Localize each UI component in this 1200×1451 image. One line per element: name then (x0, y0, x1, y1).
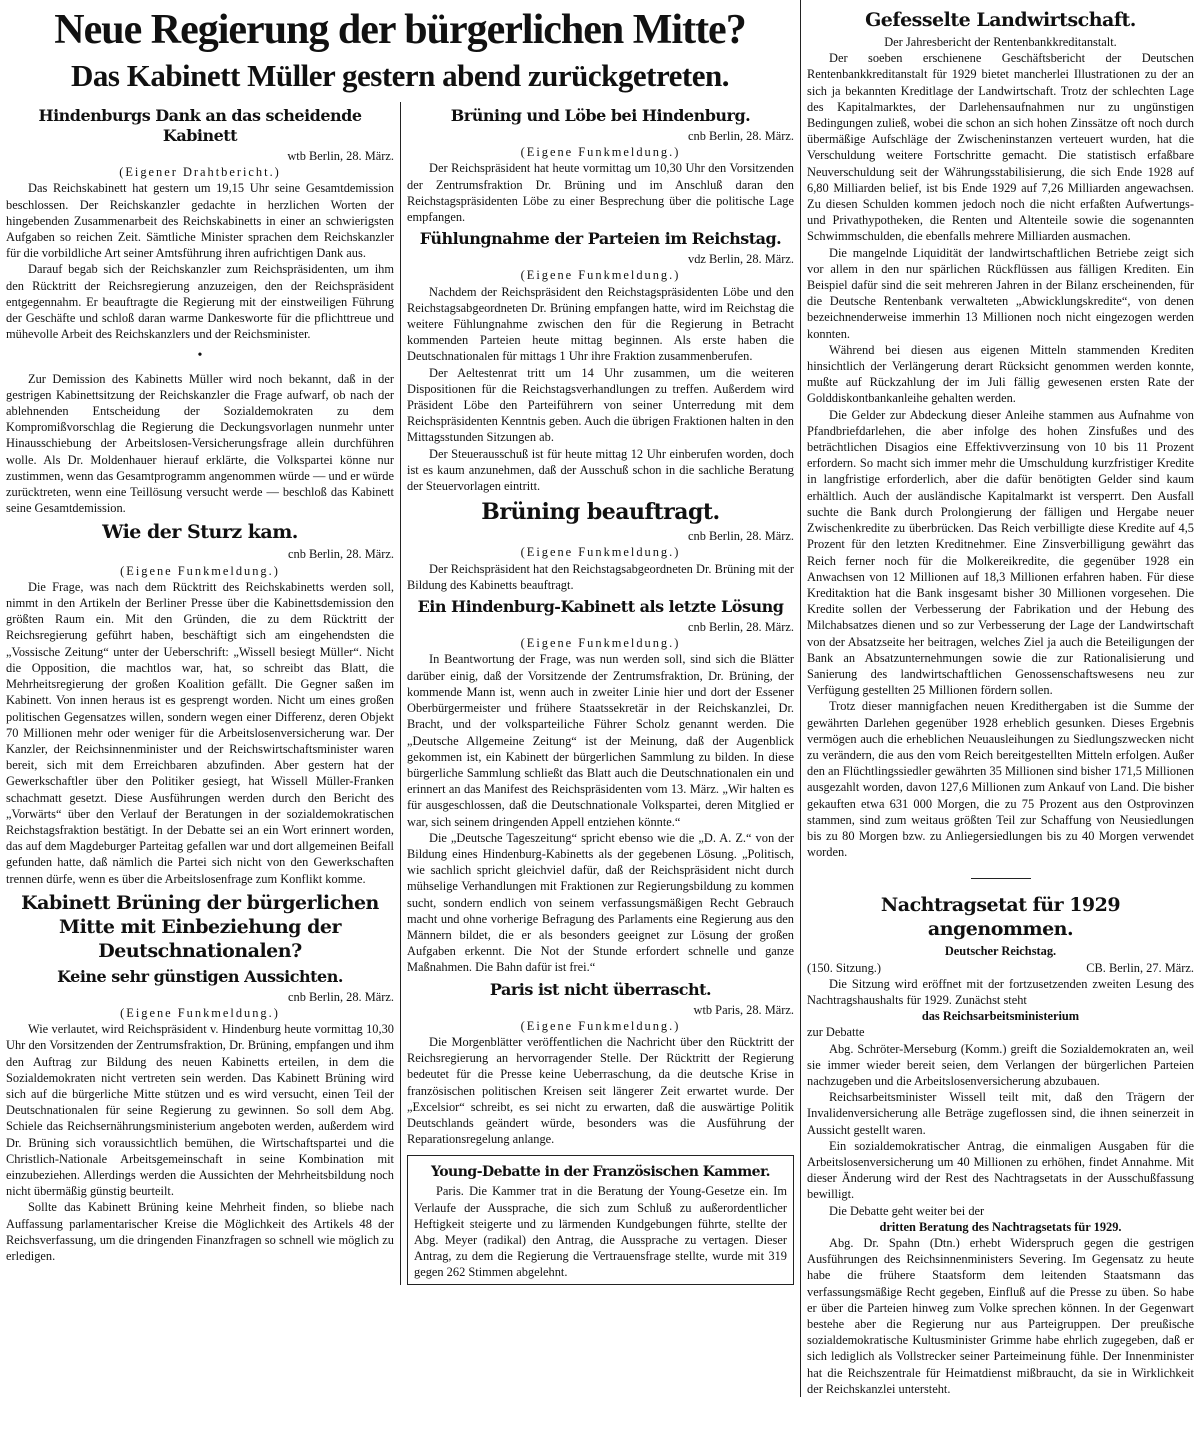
right-section (800, 0, 1200, 1397)
dateline: CB. Berlin, 27. März. (1086, 960, 1194, 975)
paragraph: Die Gelder zur Abdeckung dieser Anleihe stammen aus Aufnahme von Pfandbriefdarlehen, die aber infolge des hohen Zinsfußes und des beträchtlichen Disagios eine Effektivverzinsung von 10 bis 11 Prozent erfordern. So macht sich immer mehr die Umschuldung kurzfristiger Kredite in langfristige erforderlich, aber die dafür benötigten Gelder sind kaum erhältlich. Auch der ausländische Kapitalmarkt ist versperrt. Den Ausfall suchte die Bank durch Prolongierung der fälligen und Hergabe neuer Zwischenkredite zu überbrücken. Das Reich verbilligte diese Kredite auf 4,5 Prozent für den letzten Kreditnehmer. Eine Zinsverbilligung gewährt das Reich ferner noch für die Molkereikredite, die gegenüber 1928 ein Anwachsen von 12 Millionen auf 18,3 Millionen erfahren haben. Für diese Kreditaktion hat die Bank insgesamt bisher 30 Millionen vorgesehen. Die Kredite sollen der Verbesserung der Fabrikation und der Hebung des Milchabsatzes dienen und so zur Verbesserung der Lage der Landwirtschaft von der Absatzseite her beitragen, welches Ziel ja auch die Beteiligungen der Bank an Absatzunternehmungen sowie die zur Rationalisierung und Sanierung des landwirtschaftlichen Genossenschaftswesens neu zur Verfügung gestellten 25 Millionen fördern sollen. (807, 407, 1194, 698)
paragraph: Nachdem der Reichspräsident den Reichstagspräsidenten Löbe und den Reichstagsabgeordneten Dr. Brüning empfangen hatte, wird im Reichstag die weitere Fühlungnahme zwischen den für die Regierung in Betracht kommenden Parteien heute mittag beginnen. Als erste haben die Deutschnationalen für mittags 1 Uhr ihre Fraktion zusammenberufen. (407, 284, 794, 364)
paragraph: Sollte das Kabinett Brüning keine Mehrheit finden, so bliebe nach Auffassung parlamentarischer Kreise die Möglichkeit des Artikels 48 der Reichsverfassung, um die dringenden Finanzfragen so schnell wie möglich zu erledigen. (6, 1200, 394, 1263)
article-headline: Brüning beauftragt. (481, 499, 720, 526)
session-line (807, 960, 1194, 976)
article-headline: Wie der Sturz kam. (102, 521, 298, 544)
paragraph: Das Reichskabinett hat gestern um 19,15 Uhr seine Gesamtdemission beschlossen. Der Reichskanzler gedachte in herzlichen Worten der hingebenden Zusammenarbeit des Reichskabinetts in einer an schwierigsten Aufgaben so reichen Zeit. Sämtliche Minister sprachen dem Reichskanzler für die vorbildliche Art seiner Amtsführung ihren aufrichtigen Dank aus. (6, 181, 394, 261)
paragraph: Wie verlautet, wird Reichspräsident v. Hindenburg heute vormittag 10,30 Uhr den Vorsitzenden der Zentrumsfraktion, Dr. Brüning, empfangen und ihm den Auftrag zur Bildung des neuen Kabinetts erteilen, in dem die Sozialdemokraten nicht vertreten sein werden. Das Kabinett Brüning wird sich auf die bürgerliche Mitte stützen und es wird versucht, einen Teil der Deutschnationalen für seine Regierung zu gewinnen. So soll dem Abg. Schiele das Reichsernährungsministerium angeboten werden, außerdem wird Dr. Brüning sich voraussichtlich bemühen, die Wirtschaftspartei und die Christlich-Nationale Arbeitsgemeinschaft in seine Kombination mit einzubeziehen. Allerdings werden die Aussichten der Mehrheitsbildung noch nicht übermäßig günstig beurteilt. (6, 1022, 394, 1199)
source-line: (Eigener Drahtbericht.) (119, 165, 281, 180)
article-fuehlungnahme (407, 229, 794, 494)
dateline: cnb Berlin, 28. März. (688, 620, 794, 635)
paragraph: Die „Deutsche Tageszeitung“ spricht ebenso wie die „D. A. Z.“ von der Bildung eines Hindenburg-Kabinetts als der gegebenen Lösung. „Politisch, wie sachlich spricht gleichviel dafür, daß der Reichspräsident nicht durch mühselige Verhandlungen mit Fraktionen zur Regierungsbildung zu kommen sucht, sondern endlich von seinem verfassungsmäßigen Recht Gebrauch macht und ohne vorherige Befragung des Parlaments eine Regierung aus den Männern bildet, die er als besonders geeignet zur Lösung der großen Aufgaben erkennt. Die Not der Stunde erfordert schnelle und ganze Maßnahmen. Die Bahn dafür ist frei.“ (407, 830, 794, 975)
article-paris-nicht-ueberrascht (407, 980, 794, 1148)
article-subheadline: Keine sehr günstigen Aussichten. (57, 966, 343, 986)
paragraph: Der soeben erschienene Geschäftsbericht der Deutschen Rentenbankkreditanstalt für 1929 bietet mancherlei Illustrationen zu der an sich ja bekannten Kreditlage der Landwirtschaft. Trotz der schlechten Lage des Kapitalmarktes, der Darlehensaufnahmen nur zu ungünstigen Bedingungen zuließ, wobei die schon an sich hohen Zinssätze oft noch durch übermäßige Aufschläge der Zwischeninstanzen verteuert wurden, hat die Verschuldung weitere Fortschritte gemacht. Die statistisch erfaßbare Neuverschuldung seit der Währungsstabilisierung, die sich Ende 1928 auf 6,80 Milliarden belief, ist bis Ende 1929 auf 7,26 Milliarden angewachsen. Zu diesen Schulden kommen jedoch noch die nicht erfaßten Aufwertungs- und Privathypotheken, die Renten und Altenteile sowie die sogenannten Schwimmschulden, die ebenfalls mehrere Milliarden ausmachen. (807, 51, 1194, 244)
paragraph: Abg. Schröter-Merseburg (Komm.) greift die Sozialdemokraten an, weil sie immer wieder bereit seien, dem Verlangen der bürgerlichen Parteien nachzugeben und die Arbeitslosenversicherung abzubauen. (807, 1041, 1194, 1088)
article-headline: Brüning und Löbe bei Hindenburg. (450, 106, 751, 125)
dateline: cnb Berlin, 28. März. (688, 529, 794, 544)
article-gefesselte-landwirtschaft (807, 8, 1194, 860)
column-2 (400, 102, 800, 1285)
article-wie-der-sturz-kam (6, 520, 394, 886)
dateline: cnb Berlin, 28. März. (688, 129, 794, 143)
column-1 (0, 102, 400, 1285)
main-subheadline: Das Kabinett Müller gestern abend zurückgetreten. (71, 58, 729, 93)
article-headline: Nachtragsetat für 1929 angenommen. (880, 894, 1121, 941)
paragraph: In Beantwortung der Frage, was nun werden soll, sind sich die Blätter darüber einig, daß der Vorsitzende der Zentrumsfraktion, Dr. Brüning, der kommende Mann ist, wenn auch in zweiter Linie hier und dort der Essener Oberbürgermeister und frühere Staatssekretär in der Reichskanzlei, Dr. Bracht, und der volksparteiliche Führer Scholz genannt werden. Die „Deutsche Allgemeine Zeitung“ ist der Meinung, daß der Augenblick gekommen ist, ein Kabinett der bürgerlichen Sammlung zu bilden. In diese bürgerliche Sammlung schließt das Blatt auch die Deutschnationalen ein und erinnert an das Manifest des Reichspräsidenten vom 13. März. „Wir halten es für ausgeschlossen, daß die Deutschnationale Volkspartei, deren Mitglied er war, sich seinem dringenden Appell entziehen könnte.“ (407, 652, 794, 829)
article-young-debatte (407, 1155, 794, 1284)
source-line: (Eigene Funkmeldung.) (520, 636, 681, 651)
article-headline: Kabinett Brüning der bürgerlichen Mitte mit Einbeziehung der Deutschnationalen? (21, 891, 379, 962)
paragraph: Der Steuerausschuß ist für heute mittag 12 Uhr einberufen worden, doch ist es kaum anzunehmen, daß der Ausschuß schon in die sachliche Beratung der Steuervorlagen eintritt. (407, 446, 794, 494)
article-subheadline: Deutscher Reichstag. (944, 944, 1057, 959)
section-divider (971, 878, 1031, 879)
article-subheadline: Der Jahresbericht der Rentenbankkreditanstalt. (884, 35, 1117, 49)
article-headline: Paris ist nicht überrascht. (489, 979, 712, 999)
paragraph: Der Aeltestenrat tritt um 14 Uhr zusammen, um die weiteren Dispositionen für die Reichstagsverhandlungen zu treffen. Außerdem wird Präsident Löbe den Parteiführern von seiner Unterredung mit dem Reichspräsidenten Kenntnis geben. Auch die übrigen Fraktionen halten in den Mittagsstunden Sitzungen ab. (407, 365, 794, 445)
session-number: (150. Sitzung.) (807, 960, 881, 975)
main-headline: Neue Regierung der bürgerlichen Mitte? (54, 7, 746, 53)
paragraph: Paris. Die Kammer trat in die Beratung der Young-Gesetze ein. Im Verlaufe der Aussprache, die sich zum Schluß zu außerordentlicher Heftigkeit steigerte und zu lärmenden Kundgebungen führte, stellte der Abg. Meyer (radikal) den Antrag, die Aussprache zu vertagen. Dieser Antrag, zu dem die Regierung die Vertrauensfrage stellte, wurde mit 319 gegen 262 Stimmen abgelehnt. (414, 1184, 787, 1280)
paragraph: Der Reichspräsident hat heute vormittag um 10,30 Uhr den Vorsitzenden der Zentrumsfraktion Dr. Brüning und im Anschluß daran den Reichstagspräsidenten Löbe zu einer Besprechung über die politische Lage empfangen. (407, 161, 794, 225)
article-nachtragsetat (807, 893, 1194, 1397)
paragraph: Darauf begab sich der Reichskanzler zum Reichspräsidenten, um ihm den Rücktritt der Reichsregierung anzuzeigen, den der Reichspräsident entgegennahm. Er beauftragte die Regierung mit der einstweiligen Führung der Geschäfte und schloß daran warme Dankesworte für die pflichttreue und mühevolle Arbeit des Reichskanzlers und der Reichsminister. (6, 262, 394, 342)
dateline: cnb Berlin, 28. März. (288, 547, 394, 562)
paragraph: Die Sitzung wird eröffnet mit der fortzusetzenden zweiten Lesung des Nachtragshaushalts für 1929. Zunächst steht (807, 976, 1194, 1007)
article-hindenburg-kabinett (407, 597, 794, 975)
left-columns (0, 102, 800, 1285)
paragraph: Trotz dieser mannigfachen neuen Kredithergaben ist die Summe der gewährten Darlehen gegenüber 1928 erheblich gesunken. Dieses Ergebnis vermögen auch die erheblichen Neuausleihungen zu Siedlungszwecken nicht zu verändern, die aus den vom Reich bereitgestellten Mitteln erfolgen. Außer den an Flüchtlingssiedler gewährten 35 Millionen sind bisher 171,5 Millionen ausgezahlt worden, davon 127,6 Millionen zum Ankauf von Land. Die bisher gekauften etwa 631 000 Morgen, die zu 75 Prozent aus den Ostprovinzen stammen, sind zum weitaus größten Teil zur Schaffung von Neusiedlungen bis zu 80 Morgen bzw. zu Anliegersiedlungen bis zu 40 Morgen verwendet worden. (807, 699, 1194, 860)
paragraph: Die mangelnde Liquidität der landwirtschaftlichen Betriebe zeigt sich vor allem in den nur spärlichen Rückflüssen aus fälligen Krediten. Ein Beispiel dafür sind die seit mehreren Jahren in der Bilanz erscheinenden, für die Deutsche Rentenbank verwalteten „Abwicklungskredite“, von denen bezeichnenderweise immerhin 13 Millionen noch nicht eingezogen werden konnten. (807, 245, 1194, 341)
article-bruening-beauftragt (407, 498, 794, 593)
paragraph: Ein sozialdemokratischer Antrag, die einmaligen Ausgaben für die Arbeitslosenversicherung um 40 Millionen zu erhöhen, findet Annahme. Mit dieser Änderung wird der Rest des Nachtragsetats in der Ausschußfassung bewilligt. (807, 1138, 1194, 1202)
dateline: wtb Paris, 28. März. (693, 1002, 794, 1017)
column-3 (801, 0, 1200, 1397)
article-headline: Ein Hindenburg-Kabinett als letzte Lösung (417, 597, 784, 617)
paragraph: Die Debatte geht weiter bei der (829, 1203, 985, 1218)
article-headline: Young-Debatte in der Französischen Kammer. (430, 1164, 771, 1181)
paragraph: Die Morgenblätter veröffentlichen die Nachricht über den Rücktritt der Reichsregierung an hervorragender Stelle. Der Rücktritt der Regierung bedeutet für die Presse keine Ueberraschung, da die deutsche Krise in französischen politischen Kreisen seit längerer Zeit erwartet wurde. Der „Excelsior“ schreibt, es sei nicht zu erwarten, daß die auswärtige Politik Deutschlands geändert würde, besonders was die Ausführung der Reparationsregelung anlange. (407, 1034, 794, 1147)
article-headline: Fühlungnahme der Parteien im Reichstag. (419, 229, 782, 249)
paragraph: Der Reichspräsident hat den Reichstagsabgeordneten Dr. Brüning mit der Bildung des Kabinetts beauftragt. (407, 561, 794, 592)
dateline: vdz Berlin, 28. März. (688, 252, 794, 267)
dateline: cnb Berlin, 28. März. (288, 989, 394, 1004)
source-line: (Eigene Funkmeldung.) (520, 545, 681, 560)
paragraph: Abg. Dr. Spahn (Dtn.) erhebt Widerspruch gegen die gestrigen Ausführungen des Reichsinnenministers Severing. Im Gegensatz zu heute habe die frühere Staatsform dem leitenden Staatsmann das verfassungsmäßige Recht gegeben, Einfluß auf die Presse zu üben. So habe er über die Parteien hinweg zum Volke sprechen können. In der Gegenwart bestehe aber die Regierung nur aus Parteigruppen. Der preußische sozialdemokratische Kultusminister Grimme habe ehrlich zugegeben, daß er sich lediglich als Vollstrecker seiner Parteimeinung fühle. Der Innenminister hat die Reichszentrale für Heimatdienst mißbraucht, da sie in Wirklichkeit der Reichskanzlei untersteht. (807, 1236, 1194, 1396)
article-hindenburgs-dank (6, 106, 394, 516)
source-line: (Eigene Funkmeldung.) (120, 1005, 280, 1020)
paragraph: Reichsarbeitsminister Wissell teilt mit, daß den Trägern der Invalidenversicherung alle Beträge zugeflossen sind, die ihnen seinerzeit in Aussicht gestellt waren. (807, 1090, 1194, 1137)
article-headline: Hindenburgs Dank an das scheidende Kabinett (38, 106, 362, 145)
article-kabinett-bruening (6, 891, 394, 1264)
agenda-item: dritten Beratung des Nachtragsetats für 1929. (879, 1219, 1122, 1234)
dateline: wtb Berlin, 28. März. (287, 149, 394, 163)
article-bruening-loebe (407, 106, 794, 225)
paragraph: Zur Demission des Kabinetts Müller wird noch bekannt, daß in der gestrigen Kabinettsitzung der Reichskanzler die Frage aufwarf, ob nach der ablehnenden Entscheidung der Sozialdemokraten zu dem Kompromißvorschlag die Regierung die Deckungsvorlagen nunmehr unter Hinausschiebung der Arbeitslosen-Versicherungsfrage allein durchführen wolle. Als Dr. Moldenhauer hierauf erklärte, die Volkspartei könne nur zustimmen, wenn das Gesamtprogramm angenommen würde — und er würde zurücktreten, wenn eine Teillösung versucht werde — beschloß das Kabinett seine Gesamtdemission. (6, 371, 394, 516)
agenda-item: das Reichsarbeitsministerium (921, 1009, 1080, 1024)
source-line: (Eigene Funkmeldung.) (120, 563, 280, 578)
article-headline: Gefesselte Landwirtschaft. (865, 9, 1136, 31)
agenda-text: zur Debatte (807, 1025, 865, 1040)
source-line: (Eigene Funkmeldung.) (520, 268, 681, 283)
source-line: (Eigene Funkmeldung.) (520, 1018, 681, 1033)
paragraph: Während bei diesen aus eigenen Mitteln stammenden Krediten hinsichtlich der Verlängerung derart Rücksicht genommen werden konnte, mußte auf Rückzahlung der im Juli fällig gewesenen ersten Rate der Golddiskontbankanleihe gehalten werden. (807, 342, 1194, 406)
paragraph: Die Frage, was nach dem Rücktritt des Reichskabinetts werden soll, nimmt in den Artikeln der Berliner Presse über die Kabinettsdemission den größten Raum ein. Mit den Gründen, die zu dem Rücktritt der Reichsregierung geführt haben, beschäftigt sich am eingehendsten die „Vossische Zeitung“ unter der Ueberschrift: „Wissell besiegt Müller“. Nicht die Opposition, die machtlos war, hat, so schreibt das Blatt, die Mehrheitsregierung der großen Koalition gefällt. Die Gegner saßen im Kabinett. Von innen heraus ist es gesprengt worden. Nicht um eines großen politischen Gegensatzes willen, sondern wegen einer Differenz, deren Objekt 70 Millionen mehr oder weniger für die Arbeitslosenversicherung war. Der Kanzler, der Reichsinnenminister und der Reichswirtschaftsminister waren bereit, sich mit dem Erreichbaren abzufinden. Aber gestern hat der Gewerkschaftler über den Politiker gesiegt, hat Wissell Müller-Franken schachmatt gesetzt. Diese Ausführungen werden durch den Bericht des „Vorwärts“ über den Verlauf der Beratungen in der sozialdemokratischen Reichstagsfraktion bestätigt. In der Debatte sei an ein Wort erinnert worden, das auf dem Magdeburger Parteitag gefallen war und dort allgemeinen Beifall gefunden hatte, daß nämlich die Partei sich nicht von den Gewerkschaften trennen dürfe, wenn es über die Arbeitslosenfrage zum Konflikt komme. (6, 579, 394, 886)
source-line: (Eigene Funkmeldung.) (520, 145, 681, 160)
separator-bullet: • (197, 348, 203, 364)
